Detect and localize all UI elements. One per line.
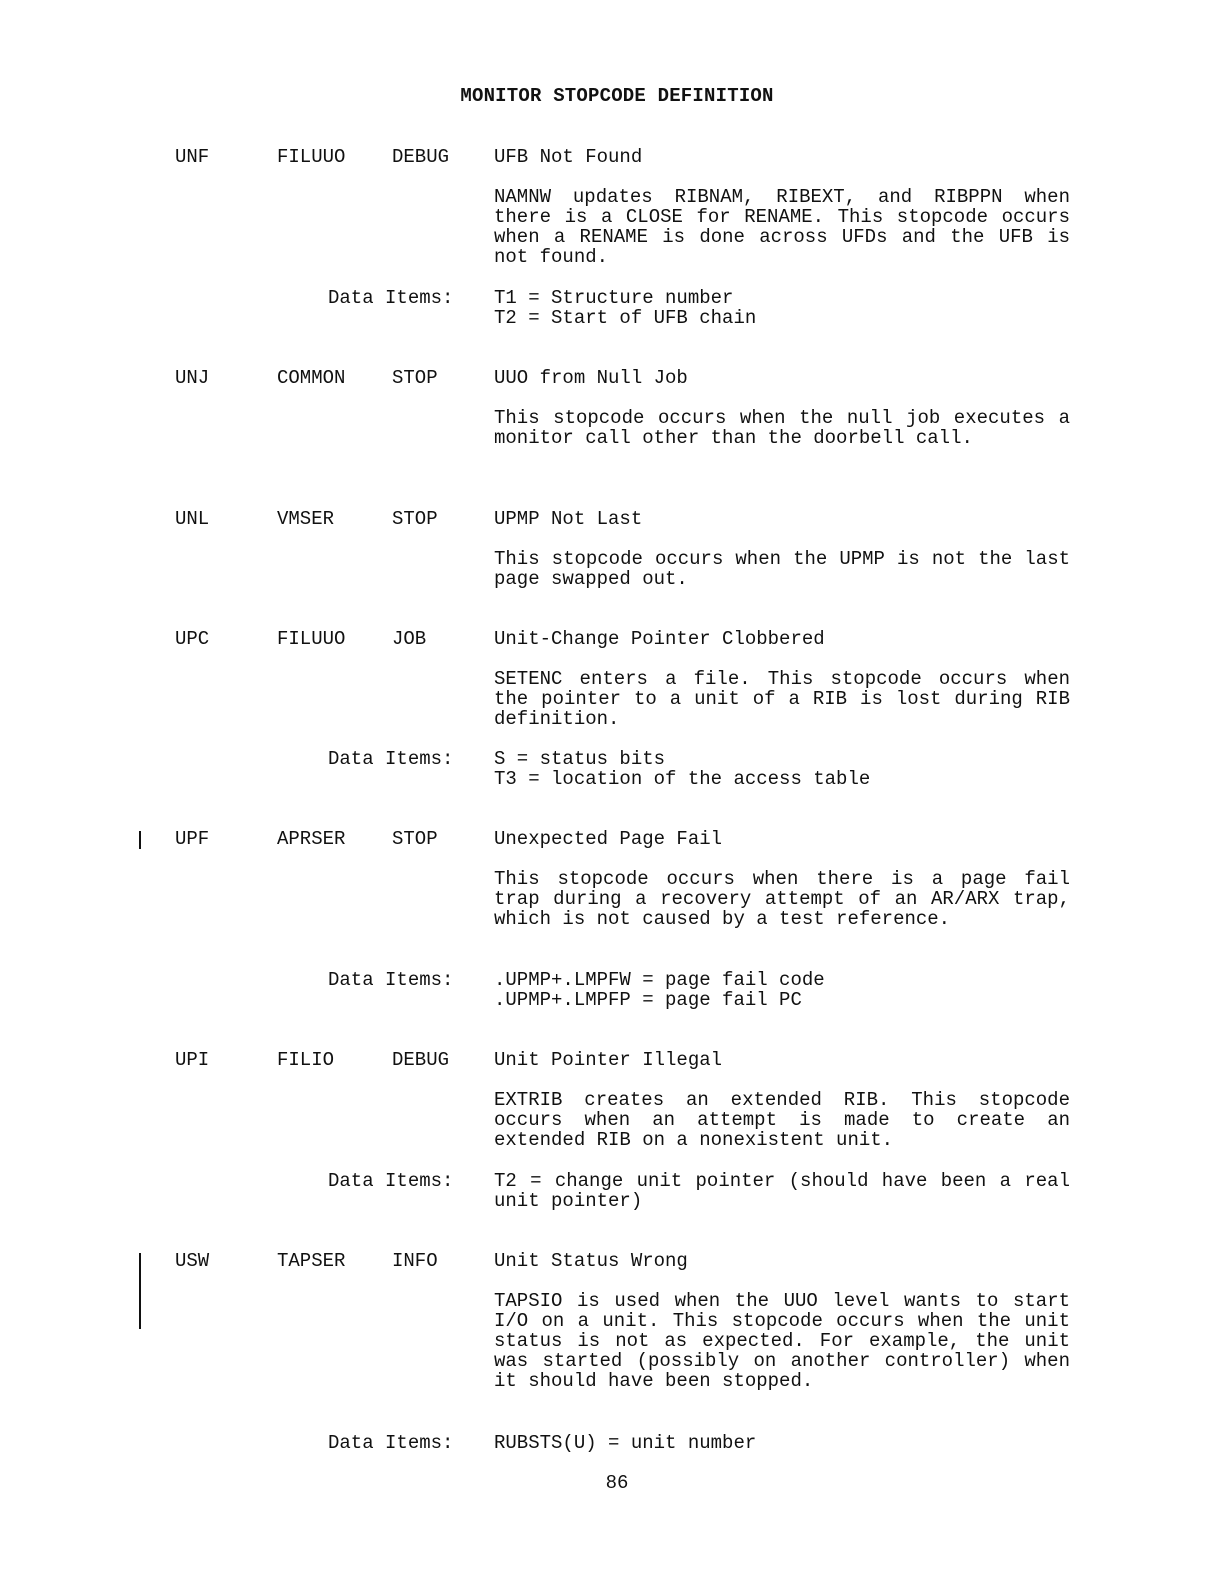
stopcode-heading: Unit-Change Pointer Clobbered [494,628,825,650]
data-items-list [494,288,1070,328]
stopcode-heading: UPMP Not Last [494,508,643,530]
data-item: T1 = Structure number [494,287,734,309]
data-items-list [494,1433,1070,1453]
stopcode-type: DEBUG [392,146,450,168]
data-item: .UPMP+.LMPFW = page fail code [494,969,825,991]
stopcode-description: SETENC enters a file. This stopcode occurs when the pointer to a unit of a RIB is lost during RIB definition. [494,668,1070,730]
stopcode-module: TAPSER [277,1250,346,1272]
stopcode-heading: Unit Status Wrong [494,1250,688,1272]
stopcode-module: FILUUO [277,146,346,168]
stopcode-type: STOP [392,367,438,389]
data-items-label: Data Items: [328,287,454,309]
data-items-label: Data Items: [328,1170,454,1192]
data-item: T2 = change unit pointer (should have been a real unit pointer) [494,1170,1070,1212]
data-item: T3 = location of the access table [494,768,871,790]
data-items-label: Data Items: [328,969,454,991]
stopcode-module: COMMON [277,367,346,389]
data-items-list [494,749,1070,789]
stopcode-heading: Unexpected Page Fail [494,828,723,850]
stopcode-type: STOP [392,828,438,850]
stopcode-code: UPF [175,828,210,850]
data-items-list [494,970,1070,1010]
stopcode-code: UPC [175,628,210,650]
stopcode-description: NAMNW updates RIBNAM, RIBEXT, and RIBPPN when there is a CLOSE for RENAME. This stopcode occurs when a RENAME is done across UFDs and the UFB is not found. [494,186,1070,268]
stopcode-description: TAPSIO is used when the UUO level wants to start I/O on a unit. This stopcode occurs when the unit status is not as expected. For example, the unit was started (possibly on another controller) when it should have been stopped. [494,1290,1070,1392]
stopcode-code: UNJ [175,367,210,389]
stopcode-description: This stopcode occurs when there is a page fail trap during a recovery attempt of an AR/ARX trap, which is not caused by a test reference. [494,868,1070,930]
change-bar [139,831,141,849]
stopcode-module: VMSER [277,508,335,530]
data-item: RUBSTS(U) = unit number [494,1432,757,1454]
stopcode-type: INFO [392,1250,438,1272]
stopcode-description: This stopcode occurs when the null job executes a monitor call other than the doorbell call. [494,407,1070,449]
stopcode-module: FILIO [277,1049,335,1071]
data-items-list [494,1171,1070,1211]
stopcode-type: JOB [392,628,427,650]
data-item: T2 = Start of UFB chain [494,307,757,329]
stopcode-code: UNL [175,508,210,530]
stopcode-heading: UFB Not Found [494,146,643,168]
data-item: S = status bits [494,748,666,770]
stopcode-code: UNF [175,146,210,168]
stopcode-heading: UUO from Null Job [494,367,688,389]
stopcode-description: EXTRIB creates an extended RIB. This stopcode occurs when an attempt is made to create an extended RIB on a nonexistent unit. [494,1089,1070,1151]
stopcode-type: STOP [392,508,438,530]
stopcode-code: UPI [175,1049,210,1071]
stopcode-description: This stopcode occurs when the UPMP is not the last page swapped out. [494,548,1070,590]
stopcode-heading: Unit Pointer Illegal [494,1049,723,1071]
page-number: 86 [605,1472,629,1494]
data-items-label: Data Items: [328,1432,454,1454]
stopcode-code: USW [175,1250,210,1272]
stopcode-module: APRSER [277,828,346,850]
stopcode-type: DEBUG [392,1049,450,1071]
data-items-label: Data Items: [328,748,454,770]
page-title: MONITOR STOPCODE DEFINITION [460,85,774,107]
data-item: .UPMP+.LMPFP = page fail PC [494,989,802,1011]
change-bar [139,1253,141,1329]
stopcode-module: FILUUO [277,628,346,650]
